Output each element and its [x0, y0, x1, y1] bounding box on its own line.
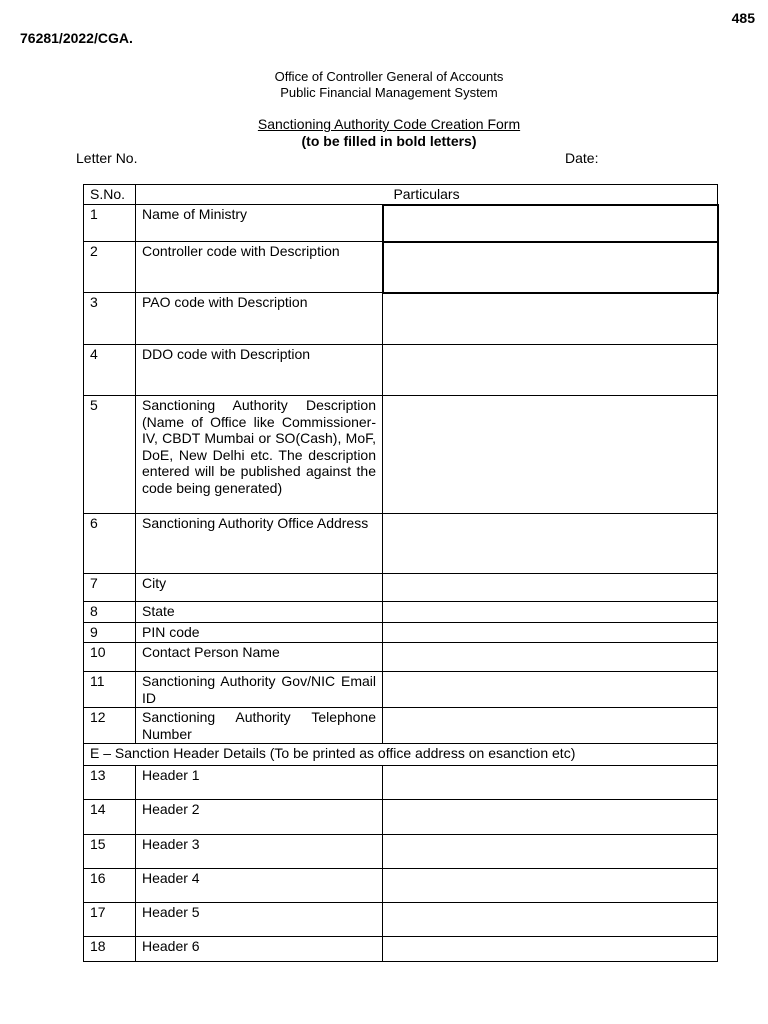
row-number: 13 [84, 766, 136, 800]
row-number: 11 [84, 672, 136, 708]
row-number: 9 [84, 623, 136, 643]
section-e-heading: E – Sanction Header Details (To be printed as office address on esanction etc) [84, 744, 718, 766]
office-line-1: Office of Controller General of Accounts [274, 69, 504, 84]
value-field[interactable] [383, 293, 718, 345]
table-row [84, 903, 718, 937]
row-label: DDO code with Description [136, 345, 383, 396]
value-field[interactable] [383, 869, 718, 903]
table-row [84, 835, 718, 869]
section-row [84, 744, 718, 766]
row-number: 7 [84, 574, 136, 602]
value-field[interactable] [383, 708, 718, 744]
row-label: Header 5 [136, 903, 383, 937]
row-number: 2 [84, 242, 136, 293]
row-number: 8 [84, 602, 136, 623]
table-row [84, 672, 718, 708]
row-label: City [136, 574, 383, 602]
value-field[interactable] [383, 345, 718, 396]
row-label: Contact Person Name [136, 643, 383, 672]
row-label: Header 4 [136, 869, 383, 903]
table-row [84, 623, 718, 643]
table-row [84, 708, 718, 744]
table-row [84, 242, 718, 293]
form-subtitle: (to be filled in bold letters) [301, 133, 477, 149]
table-row [84, 293, 718, 345]
row-number: 17 [84, 903, 136, 937]
value-field[interactable] [383, 835, 718, 869]
row-number: 1 [84, 205, 136, 242]
row-number: 15 [84, 835, 136, 869]
row-label: Header 2 [136, 800, 383, 835]
table-row [84, 396, 718, 514]
row-label: Name of Ministry [136, 205, 383, 242]
office-header [0, 69, 768, 101]
page-number: 485 [731, 10, 755, 26]
value-field[interactable] [383, 514, 718, 574]
reference-number: 76281/2022/CGA. [20, 30, 133, 46]
row-number: 6 [84, 514, 136, 574]
value-field[interactable] [383, 800, 718, 835]
row-label: Sanctioning Authority Description (Name of Office like Commissioner-IV, CBDT Mumbai or SO(Cash), MoF, DoE, New Delhi etc. The description entered will be published against the code being generated) [136, 396, 383, 514]
value-field[interactable] [383, 903, 718, 937]
value-field[interactable] [383, 623, 718, 643]
row-label: Controller code with Description [136, 242, 383, 293]
letter-no-label: Letter No. [76, 150, 138, 166]
row-number: 14 [84, 800, 136, 835]
row-number: 18 [84, 937, 136, 962]
table-row [84, 205, 718, 242]
table-row [84, 643, 718, 672]
row-label: PAO code with Description [136, 293, 383, 345]
value-field[interactable] [383, 672, 718, 708]
value-field[interactable] [383, 574, 718, 602]
row-number: 5 [84, 396, 136, 514]
table-row [84, 574, 718, 602]
particulars-header: Particulars [136, 185, 718, 205]
table-row [84, 800, 718, 835]
office-line-2: Public Financial Management System [280, 85, 498, 100]
value-field[interactable] [383, 937, 718, 962]
table-row [84, 345, 718, 396]
row-number: 16 [84, 869, 136, 903]
row-number: 10 [84, 643, 136, 672]
row-label: Sanctioning Authority Telephone Number [136, 708, 383, 744]
table-row [84, 869, 718, 903]
form-table [83, 184, 719, 962]
row-label: PIN code [136, 623, 383, 643]
row-label: Header 1 [136, 766, 383, 800]
row-number: 4 [84, 345, 136, 396]
value-field[interactable] [383, 242, 718, 293]
table-row [84, 602, 718, 623]
form-title-block [0, 116, 768, 150]
table-row [84, 937, 718, 962]
row-label: State [136, 602, 383, 623]
form-title: Sanctioning Authority Code Creation Form [257, 116, 521, 132]
row-label: Header 3 [136, 835, 383, 869]
row-number: 12 [84, 708, 136, 744]
date-label: Date: [565, 150, 599, 166]
value-field[interactable] [383, 396, 718, 514]
row-number: 3 [84, 293, 136, 345]
value-field[interactable] [383, 643, 718, 672]
sno-header: S.No. [84, 185, 136, 205]
table-row [84, 766, 718, 800]
value-field[interactable] [383, 205, 718, 242]
table-row [84, 514, 718, 574]
row-label: Header 6 [136, 937, 383, 962]
row-label: Sanctioning Authority Office Address [136, 514, 383, 574]
value-field[interactable] [383, 766, 718, 800]
value-field[interactable] [383, 602, 718, 623]
table-header-row [84, 185, 718, 205]
row-label: Sanctioning Authority Gov/NIC Email ID [136, 672, 383, 708]
